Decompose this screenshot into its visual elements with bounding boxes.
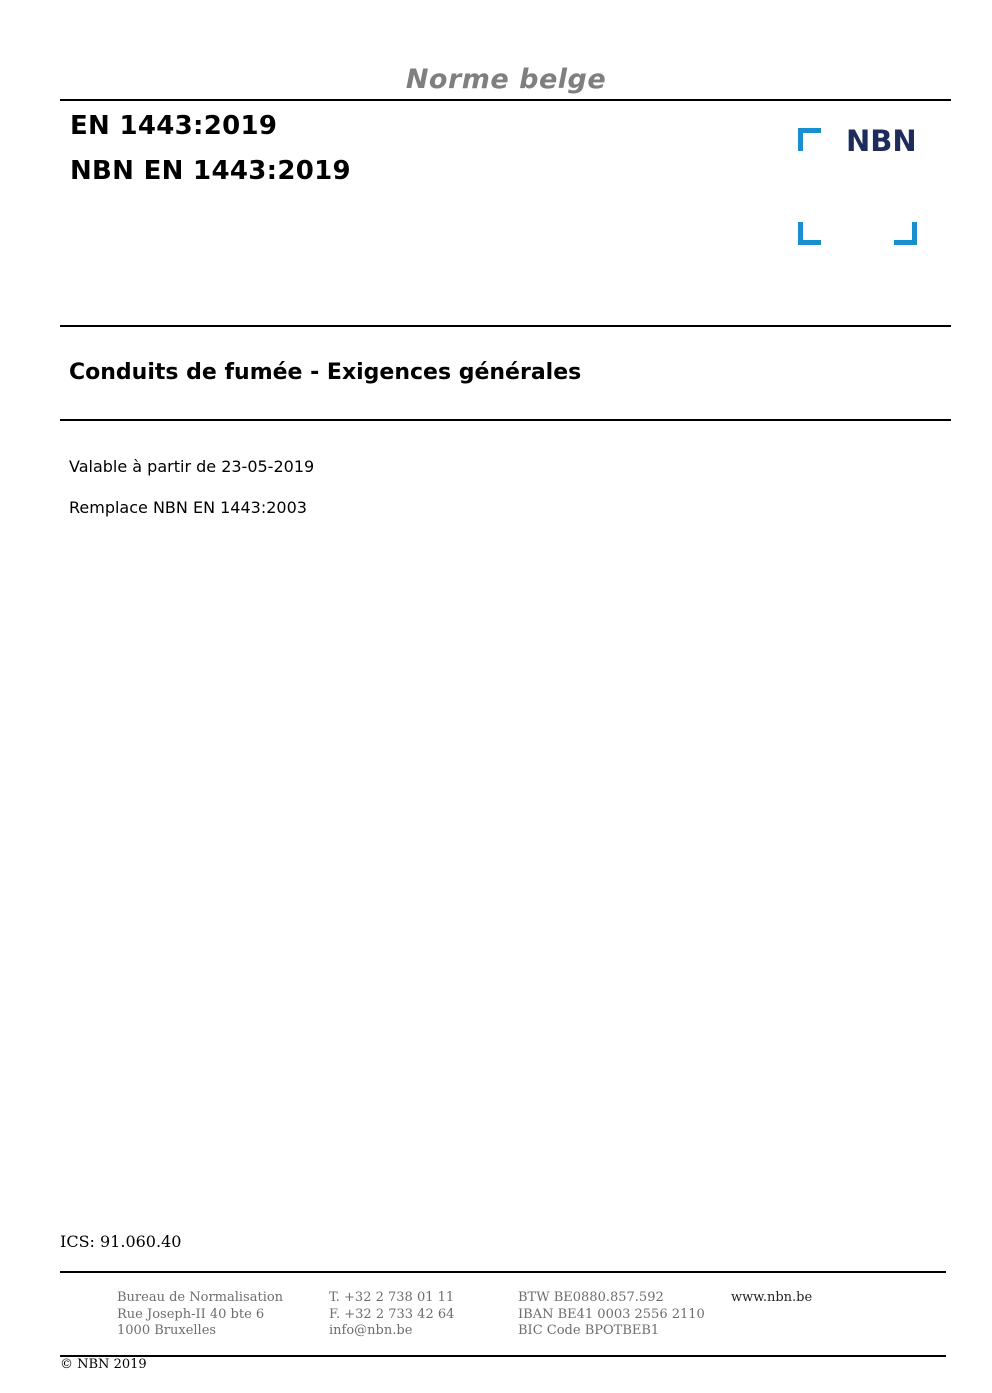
nbn-standard-id: NBN EN 1443:2019	[70, 156, 351, 186]
en-standard-id: EN 1443:2019	[70, 111, 278, 141]
footer-top-rule	[60, 1271, 946, 1273]
nbn-logo	[798, 124, 920, 248]
header-label: Norme belge	[405, 64, 607, 95]
header-rule	[60, 99, 951, 101]
website-link[interactable]: www.nbn.be	[731, 1290, 813, 1305]
logo-corner-bottom-right	[894, 222, 917, 245]
footer-line: 1000 Bruxelles	[117, 1323, 217, 1338]
footer-line: BTW BE0880.857.592	[518, 1290, 664, 1305]
replaces-text: Remplace NBN EN 1443:2003	[69, 498, 307, 517]
footer-line: Rue Joseph-II 40 bte 6	[117, 1306, 265, 1322]
footer-bank	[518, 1290, 705, 1340]
footer-bottom-rule	[60, 1355, 946, 1357]
logo-corner-bottom-left	[798, 222, 821, 245]
footer-line: Bureau de Normalisation	[117, 1290, 284, 1305]
footer-website	[731, 1290, 812, 1307]
footer-contact	[329, 1290, 454, 1340]
title-top-rule	[60, 325, 951, 327]
copyright-text: © NBN 2019	[60, 1357, 147, 1372]
footer-email[interactable]: info@nbn.be	[329, 1323, 413, 1338]
logo-text: NBN	[846, 124, 917, 158]
footer-line: T. +32 2 738 01 11	[329, 1290, 455, 1305]
valid-from-text: Valable à partir de 23-05-2019	[69, 457, 315, 476]
footer-line: BIC Code BPOTBEB1	[518, 1323, 660, 1338]
footer-address	[117, 1290, 283, 1340]
title-bottom-rule	[60, 419, 951, 421]
logo-corner-top-left	[798, 128, 821, 151]
ics-code: ICS: 91.060.40	[60, 1232, 182, 1251]
footer-line: IBAN BE41 0003 2556 2110	[518, 1306, 705, 1322]
document-title: Conduits de fumée - Exigences générales	[69, 360, 582, 385]
footer-line: F. +32 2 733 42 64	[329, 1306, 455, 1322]
